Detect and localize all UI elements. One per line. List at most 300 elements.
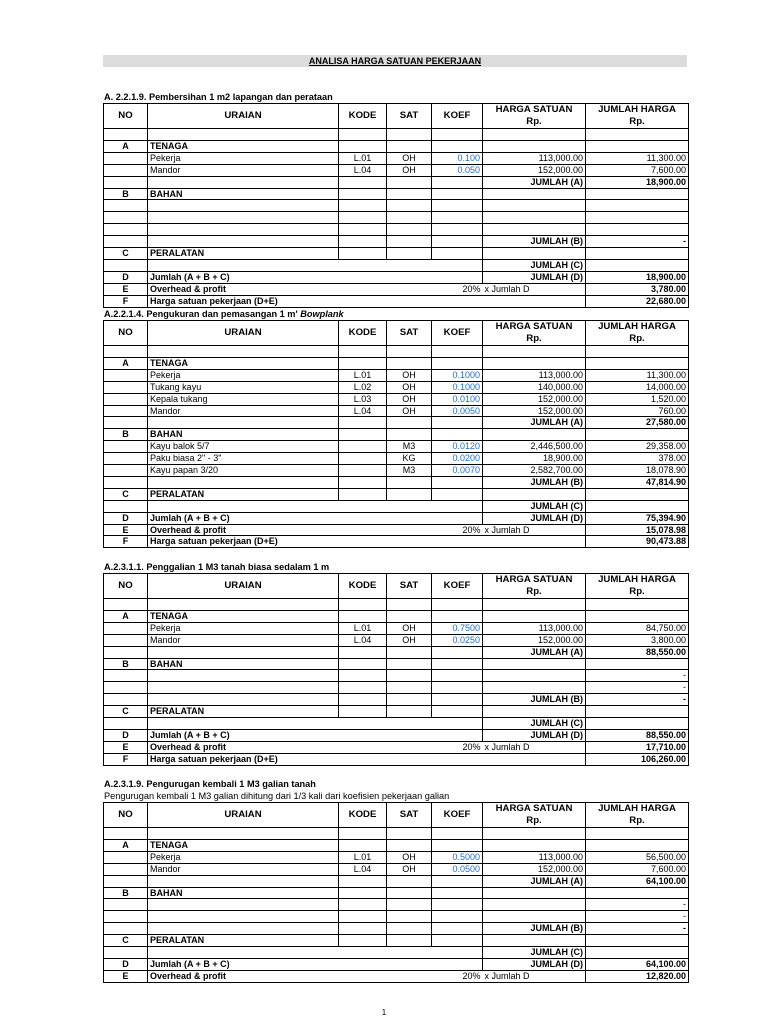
empty-cell xyxy=(104,417,148,429)
subtotal-value: - xyxy=(586,694,689,706)
section-title-text: A.2.3.1.1. Penggalian 1 M3 tanah biasa sedalam 1 m xyxy=(104,562,330,572)
empty-cell xyxy=(148,476,339,488)
item-sat xyxy=(387,911,432,923)
group-label: PERALATAN xyxy=(148,935,339,947)
spacer-row xyxy=(104,828,689,840)
table-header-row xyxy=(104,803,689,828)
item-sat: OH xyxy=(387,164,432,176)
subtotal-row xyxy=(104,694,689,706)
group-heading-row xyxy=(104,429,689,441)
item-koef: 0.0100 xyxy=(432,393,483,405)
item-kode: L.03 xyxy=(339,393,387,405)
empty-cell xyxy=(586,357,689,369)
analysis-table xyxy=(103,573,689,766)
section-title xyxy=(104,562,329,573)
item-harga: 2,446,500.00 xyxy=(483,441,586,453)
empty-cell xyxy=(104,634,148,646)
item-koef: 0.0200 xyxy=(432,453,483,465)
group-heading-row xyxy=(104,658,689,670)
grand-total-row xyxy=(104,753,689,765)
header-jumlah-label: JUMLAH HARGA xyxy=(598,321,676,332)
item-row xyxy=(104,164,689,176)
subtotal-row xyxy=(104,923,689,935)
item-harga: 2,582,700.00 xyxy=(483,465,586,477)
item-uraian: Kayu balok 5/7 xyxy=(148,441,339,453)
group-label: BAHAN xyxy=(148,429,339,441)
item-sat: OH xyxy=(387,622,432,634)
empty-cell xyxy=(104,369,148,381)
item-koef xyxy=(432,200,483,212)
item-jumlah: 7,600.00 xyxy=(586,863,689,875)
item-koef xyxy=(432,212,483,224)
item-uraian: Pekerja xyxy=(148,622,339,634)
group-letter: A xyxy=(104,357,148,369)
empty-cell xyxy=(104,224,148,236)
empty-cell xyxy=(586,488,689,500)
header-sat: SAT xyxy=(387,574,432,599)
item-row xyxy=(104,863,689,875)
empty-cell xyxy=(339,923,387,935)
subtotal-label: JUMLAH (C) xyxy=(483,259,586,271)
item-harga: 113,000.00 xyxy=(483,622,586,634)
overhead-row xyxy=(104,524,689,536)
empty-cell xyxy=(387,176,432,188)
item-harga: 152,000.00 xyxy=(483,405,586,417)
empty-cell xyxy=(339,346,387,358)
section-title-text: A.2.2.1.4. Pengukuran dan pemasangan 1 m' xyxy=(104,309,298,319)
subtotal-value: 47,814.90 xyxy=(586,476,689,488)
item-kode: L.01 xyxy=(339,152,387,164)
row-letter: F xyxy=(104,295,148,307)
page-title: ANALISA HARGA SATUAN PEKERJAAN xyxy=(103,55,687,67)
item-koef xyxy=(432,911,483,923)
empty-cell xyxy=(104,441,148,453)
empty-cell xyxy=(104,875,148,887)
item-jumlah: 18,078.90 xyxy=(586,465,689,477)
item-row xyxy=(104,682,689,694)
header-no: NO xyxy=(104,803,148,828)
total-label: Jumlah (A + B + C) xyxy=(148,271,483,283)
empty-cell xyxy=(432,476,483,488)
item-koef xyxy=(432,224,483,236)
empty-cell xyxy=(483,935,586,947)
row-letter: D xyxy=(104,729,148,741)
empty-cell xyxy=(387,828,432,840)
item-harga xyxy=(483,224,586,236)
empty-cell xyxy=(104,899,148,911)
spacer-row xyxy=(104,129,689,141)
empty-cell xyxy=(104,200,148,212)
overhead-row xyxy=(104,283,689,295)
grand-total-label: Harga satuan pekerjaan (D+E) xyxy=(148,536,586,548)
empty-cell xyxy=(432,417,483,429)
empty-cell xyxy=(432,346,483,358)
item-uraian: Tukang kayu xyxy=(148,381,339,393)
item-uraian xyxy=(148,212,339,224)
overhead-value: 3,780.00 xyxy=(586,283,689,295)
overhead-value: 12,820.00 xyxy=(586,970,689,982)
item-row xyxy=(104,224,689,236)
spacer-row xyxy=(104,346,689,358)
total-value: 64,100.00 xyxy=(586,958,689,970)
subtotal-row xyxy=(104,236,689,248)
item-harga: 152,000.00 xyxy=(483,393,586,405)
grand-total-value: 106,260.00 xyxy=(586,753,689,765)
header-kode: KODE xyxy=(339,803,387,828)
group-heading-row xyxy=(104,488,689,500)
item-uraian xyxy=(148,200,339,212)
empty-cell xyxy=(387,346,432,358)
empty-cell xyxy=(387,429,432,441)
subtotal-row xyxy=(104,417,689,429)
total-value: 18,900.00 xyxy=(586,271,689,283)
empty-cell xyxy=(432,923,483,935)
empty-cell xyxy=(104,164,148,176)
overhead-label: Overhead & profit xyxy=(148,970,432,982)
item-jumlah: 14,000.00 xyxy=(586,381,689,393)
empty-cell xyxy=(339,248,387,260)
header-jumlah-harga xyxy=(586,803,689,828)
empty-cell xyxy=(104,851,148,863)
empty-cell xyxy=(586,610,689,622)
item-row xyxy=(104,152,689,164)
item-kode xyxy=(339,465,387,477)
analysis-table xyxy=(103,320,689,548)
subtotal-row xyxy=(104,947,689,959)
item-koef: 0.100 xyxy=(432,152,483,164)
empty-cell xyxy=(339,476,387,488)
empty-cell xyxy=(148,875,339,887)
item-uraian: Mandor xyxy=(148,405,339,417)
item-kode: L.02 xyxy=(339,381,387,393)
subtotal-value: 64,100.00 xyxy=(586,875,689,887)
grand-total-value: 22,680.00 xyxy=(586,295,689,307)
group-letter: C xyxy=(104,706,148,718)
empty-cell xyxy=(339,236,387,248)
empty-cell xyxy=(432,694,483,706)
item-harga: 18,900.00 xyxy=(483,453,586,465)
header-jumlah-harga xyxy=(586,574,689,599)
group-heading-row xyxy=(104,935,689,947)
item-jumlah: 1,520.00 xyxy=(586,393,689,405)
empty-cell xyxy=(387,236,432,248)
item-sat: OH xyxy=(387,381,432,393)
header-kode: KODE xyxy=(339,574,387,599)
header-harga-unit: Rp. xyxy=(526,116,542,127)
item-harga: 152,000.00 xyxy=(483,634,586,646)
empty-cell xyxy=(586,935,689,947)
item-row xyxy=(104,899,689,911)
item-harga: 113,000.00 xyxy=(483,851,586,863)
empty-cell xyxy=(586,839,689,851)
item-jumlah: 29,358.00 xyxy=(586,441,689,453)
empty-cell xyxy=(483,828,586,840)
item-sat xyxy=(387,224,432,236)
header-uraian: URAIAN xyxy=(148,104,339,129)
subtotal-label: JUMLAH (B) xyxy=(483,476,586,488)
item-koef: 0.0120 xyxy=(432,441,483,453)
total-label: Jumlah (A + B + C) xyxy=(148,512,483,524)
subtotal-value: 18,900.00 xyxy=(586,176,689,188)
header-no: NO xyxy=(104,321,148,346)
header-jumlah-harga xyxy=(586,321,689,346)
empty-cell xyxy=(387,887,432,899)
item-harga xyxy=(483,911,586,923)
empty-cell xyxy=(339,140,387,152)
header-jumlah-label: JUMLAH HARGA xyxy=(598,803,676,814)
item-uraian: Kepala tukang xyxy=(148,393,339,405)
subtotal-value: - xyxy=(586,923,689,935)
item-harga xyxy=(483,670,586,682)
row-letter: D xyxy=(104,271,148,283)
item-kode xyxy=(339,212,387,224)
empty-cell xyxy=(387,488,432,500)
empty-cell xyxy=(104,947,148,959)
section-title xyxy=(104,779,316,790)
spacer-row xyxy=(104,599,689,611)
item-jumlah: - xyxy=(586,682,689,694)
item-jumlah: - xyxy=(586,670,689,682)
empty-cell xyxy=(339,188,387,200)
empty-cell xyxy=(483,129,586,141)
empty-cell xyxy=(432,236,483,248)
analysis-table xyxy=(103,802,689,983)
group-label: PERALATAN xyxy=(148,488,339,500)
header-harga-satuan xyxy=(483,104,586,129)
subtotal-row xyxy=(104,875,689,887)
item-kode xyxy=(339,670,387,682)
header-uraian: URAIAN xyxy=(148,321,339,346)
item-jumlah xyxy=(586,200,689,212)
total-caption: JUMLAH (D) xyxy=(483,958,586,970)
empty-cell xyxy=(339,417,387,429)
overhead-percent: 20% xyxy=(432,524,483,536)
item-jumlah xyxy=(586,212,689,224)
item-koef: 0.5000 xyxy=(432,851,483,863)
empty-cell xyxy=(339,706,387,718)
item-kode: L.04 xyxy=(339,863,387,875)
overhead-basis: x Jumlah D xyxy=(483,524,586,536)
row-letter: E xyxy=(104,524,148,536)
section-title-italic: Bowplank xyxy=(300,309,344,319)
item-row xyxy=(104,634,689,646)
overhead-row xyxy=(104,970,689,982)
empty-cell xyxy=(387,599,432,611)
subtotal-row xyxy=(104,718,689,730)
header-jumlah-unit: Rp. xyxy=(629,333,645,344)
empty-cell xyxy=(432,875,483,887)
empty-cell xyxy=(387,875,432,887)
group-letter: A xyxy=(104,610,148,622)
header-koef: KOEF xyxy=(432,803,483,828)
overhead-basis: x Jumlah D xyxy=(483,283,586,295)
empty-cell xyxy=(432,599,483,611)
empty-cell xyxy=(432,357,483,369)
group-label: TENAGA xyxy=(148,610,339,622)
item-sat: OH xyxy=(387,405,432,417)
total-value: 75,394.90 xyxy=(586,512,689,524)
empty-cell xyxy=(339,176,387,188)
header-harga-satuan xyxy=(483,321,586,346)
group-letter: C xyxy=(104,488,148,500)
item-row xyxy=(104,622,689,634)
item-row xyxy=(104,441,689,453)
header-harga-unit: Rp. xyxy=(526,586,542,597)
row-letter: F xyxy=(104,536,148,548)
item-uraian: Pekerja xyxy=(148,152,339,164)
group-label: TENAGA xyxy=(148,357,339,369)
item-sat xyxy=(387,212,432,224)
empty-cell xyxy=(339,488,387,500)
header-harga-label: HARGA SATUAN xyxy=(495,104,573,115)
group-letter: B xyxy=(104,887,148,899)
total-row xyxy=(104,512,689,524)
group-label: TENAGA xyxy=(148,140,339,152)
item-kode xyxy=(339,911,387,923)
group-letter: B xyxy=(104,188,148,200)
empty-cell xyxy=(432,706,483,718)
item-kode: L.04 xyxy=(339,164,387,176)
grand-total-value: 90,473.88 xyxy=(586,536,689,548)
empty-cell xyxy=(104,405,148,417)
group-letter: C xyxy=(104,935,148,947)
empty-cell xyxy=(432,658,483,670)
overhead-label: Overhead & profit xyxy=(148,741,432,753)
empty-cell xyxy=(432,887,483,899)
table-header-row xyxy=(104,574,689,599)
overhead-percent: 20% xyxy=(432,970,483,982)
empty-cell xyxy=(339,357,387,369)
item-jumlah: 56,500.00 xyxy=(586,851,689,863)
item-harga xyxy=(483,212,586,224)
row-letter: D xyxy=(104,958,148,970)
header-koef: KOEF xyxy=(432,321,483,346)
empty-cell xyxy=(104,152,148,164)
empty-cell xyxy=(387,610,432,622)
empty-cell xyxy=(148,346,339,358)
empty-cell xyxy=(432,188,483,200)
empty-cell xyxy=(387,140,432,152)
item-harga: 113,000.00 xyxy=(483,369,586,381)
item-row xyxy=(104,465,689,477)
empty-cell xyxy=(586,129,689,141)
empty-cell xyxy=(586,188,689,200)
row-letter: D xyxy=(104,512,148,524)
empty-cell xyxy=(387,706,432,718)
item-row xyxy=(104,381,689,393)
header-no: NO xyxy=(104,574,148,599)
subtotal-label: JUMLAH (A) xyxy=(483,417,586,429)
empty-cell xyxy=(339,599,387,611)
item-uraian: Mandor xyxy=(148,634,339,646)
subtotal-value xyxy=(586,500,689,512)
item-sat: OH xyxy=(387,863,432,875)
item-koef: 0.1000 xyxy=(432,381,483,393)
group-heading-row xyxy=(104,248,689,260)
empty-cell xyxy=(483,887,586,899)
total-row xyxy=(104,958,689,970)
header-koef: KOEF xyxy=(432,574,483,599)
empty-cell xyxy=(586,248,689,260)
row-letter: E xyxy=(104,283,148,295)
table-header-row xyxy=(104,104,689,129)
subtotal-label: JUMLAH (B) xyxy=(483,694,586,706)
grand-total-label: Harga satuan pekerjaan (D+E) xyxy=(148,753,586,765)
empty-cell xyxy=(387,839,432,851)
section-title xyxy=(104,309,344,320)
subtotal-value xyxy=(586,947,689,959)
subtotal-row xyxy=(104,476,689,488)
subtotal-label: JUMLAH (B) xyxy=(483,236,586,248)
empty-cell xyxy=(586,887,689,899)
item-koef: 0.0070 xyxy=(432,465,483,477)
empty-cell xyxy=(586,828,689,840)
empty-cell xyxy=(104,718,148,730)
overhead-label: Overhead & profit xyxy=(148,283,432,295)
item-uraian xyxy=(148,670,339,682)
empty-cell xyxy=(432,429,483,441)
empty-cell xyxy=(387,357,432,369)
total-label: Jumlah (A + B + C) xyxy=(148,958,483,970)
empty-cell xyxy=(104,176,148,188)
empty-cell xyxy=(339,129,387,141)
total-row xyxy=(104,729,689,741)
empty-cell xyxy=(387,248,432,260)
item-jumlah: 7,600.00 xyxy=(586,164,689,176)
header-sat: SAT xyxy=(387,321,432,346)
row-letter: E xyxy=(104,970,148,982)
empty-cell xyxy=(339,658,387,670)
subtotal-value: 88,550.00 xyxy=(586,646,689,658)
item-koef xyxy=(432,899,483,911)
item-kode: L.01 xyxy=(339,851,387,863)
item-jumlah: 378.00 xyxy=(586,453,689,465)
empty-cell xyxy=(148,176,339,188)
item-harga: 152,000.00 xyxy=(483,164,586,176)
header-uraian: URAIAN xyxy=(148,803,339,828)
item-row xyxy=(104,453,689,465)
empty-cell xyxy=(148,417,339,429)
total-caption: JUMLAH (D) xyxy=(483,512,586,524)
item-koef: 0.0050 xyxy=(432,405,483,417)
empty-cell xyxy=(104,346,148,358)
item-kode: L.04 xyxy=(339,405,387,417)
subtotal-label: JUMLAH (A) xyxy=(483,875,586,887)
subtotal-row xyxy=(104,259,689,271)
subtotal-label: JUMLAH (C) xyxy=(483,718,586,730)
item-koef: 0.7500 xyxy=(432,622,483,634)
empty-cell xyxy=(586,140,689,152)
empty-cell xyxy=(148,500,483,512)
page-number: 1 xyxy=(381,1008,387,1017)
item-jumlah: 760.00 xyxy=(586,405,689,417)
subtotal-row xyxy=(104,646,689,658)
empty-cell xyxy=(483,488,586,500)
group-letter: A xyxy=(104,140,148,152)
group-label: TENAGA xyxy=(148,839,339,851)
empty-cell xyxy=(432,839,483,851)
group-label: PERALATAN xyxy=(148,706,339,718)
section-title xyxy=(104,92,333,103)
item-kode xyxy=(339,441,387,453)
group-heading-row xyxy=(104,357,689,369)
item-jumlah: 11,300.00 xyxy=(586,369,689,381)
section-note: Pengurugan kembali 1 M3 galian dihitung dari 1/3 kali dari koefisien pekerjaan galian xyxy=(104,791,450,801)
analysis-table xyxy=(103,103,689,308)
item-kode: L.01 xyxy=(339,369,387,381)
total-caption: JUMLAH (D) xyxy=(483,729,586,741)
row-letter: F xyxy=(104,753,148,765)
